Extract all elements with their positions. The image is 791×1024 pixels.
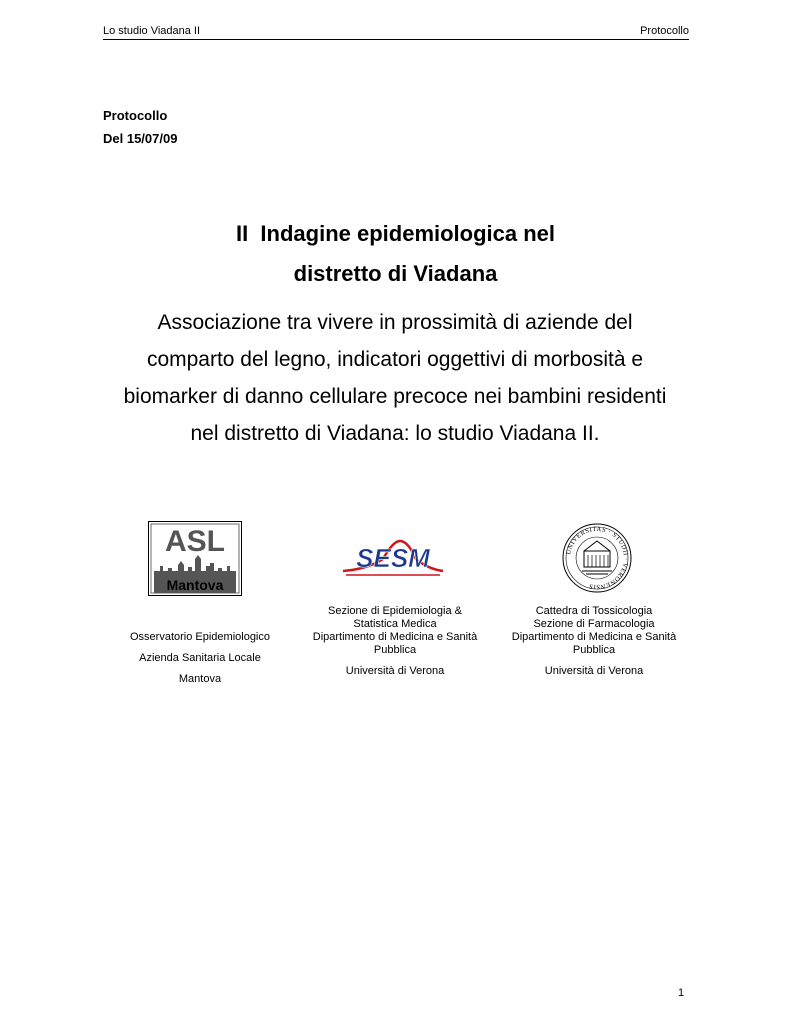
university-seal-logo (562, 523, 632, 593)
svg-text:SESM: SESM (356, 543, 430, 573)
affiliation-asl (105, 627, 295, 690)
affiliation-tox-line4: Pubblica (572, 644, 616, 656)
affiliation-tox-line2: Sezione di Farmacologia (533, 618, 655, 630)
affiliation-sesm-line2: Statistica Medica (353, 618, 437, 630)
subtitle-line-3: biomarker di danno cellulare precoce nei bambini residenti (123, 385, 667, 408)
affiliation-sesm (300, 605, 490, 678)
document-title (0, 214, 791, 294)
affiliation-tox-line1: Cattedra di Tossicologia (535, 605, 653, 617)
protocol-date: Del 15/07/09 (103, 131, 178, 146)
subtitle-line-1: Associazione tra vivere in prossimità di aziende del (157, 311, 633, 334)
page-header (103, 22, 689, 40)
header-right-text: Protocollo (640, 25, 689, 37)
subtitle-line-4: nel distretto di Viadana: lo studio Viadana II. (190, 422, 600, 445)
protocol-label: Protocollo (103, 108, 168, 123)
affiliation-sesm-line5: Università di Verona (345, 665, 445, 677)
svg-text:Mantova: Mantova (166, 577, 224, 593)
svg-text:UNIVERSITAS · STUDII · VERONEN: UNIVERSITAS · STUDII · VERONENSIS (565, 525, 630, 591)
affiliation-sesm-line1: Sezione di Epidemiologia & (328, 605, 462, 617)
affiliation-asl-line1: Osservatorio Epidemiologico (129, 631, 270, 643)
affiliation-tossicologia (497, 605, 691, 678)
sesm-logo (338, 537, 448, 579)
title-line-2: distretto di Viadana (293, 261, 498, 286)
document-subtitle (95, 304, 695, 452)
affiliation-asl-line2: Azienda Sanitaria Locale (139, 652, 261, 664)
affiliation-sesm-line4: Pubblica (373, 644, 417, 656)
protocol-meta (103, 104, 177, 150)
header-left-text: Lo studio Viadana II (103, 25, 201, 37)
affiliation-sesm-line3: Dipartimento di Medicina e Sanità (312, 631, 478, 643)
asl-mantova-logo (148, 521, 242, 596)
affiliation-asl-line3: Mantova (178, 673, 222, 685)
page-number: 1 (678, 987, 685, 999)
svg-text:ASL: ASL (165, 525, 225, 558)
subtitle-line-2: comparto del legno, indicatori oggettivi di morbosità e (146, 348, 644, 371)
affiliation-tox-line5: Università di Verona (544, 665, 644, 677)
affiliation-tox-line3: Dipartimento di Medicina e Sanità (511, 631, 677, 643)
title-line-1: II Indagine epidemiologica nel (235, 221, 556, 246)
